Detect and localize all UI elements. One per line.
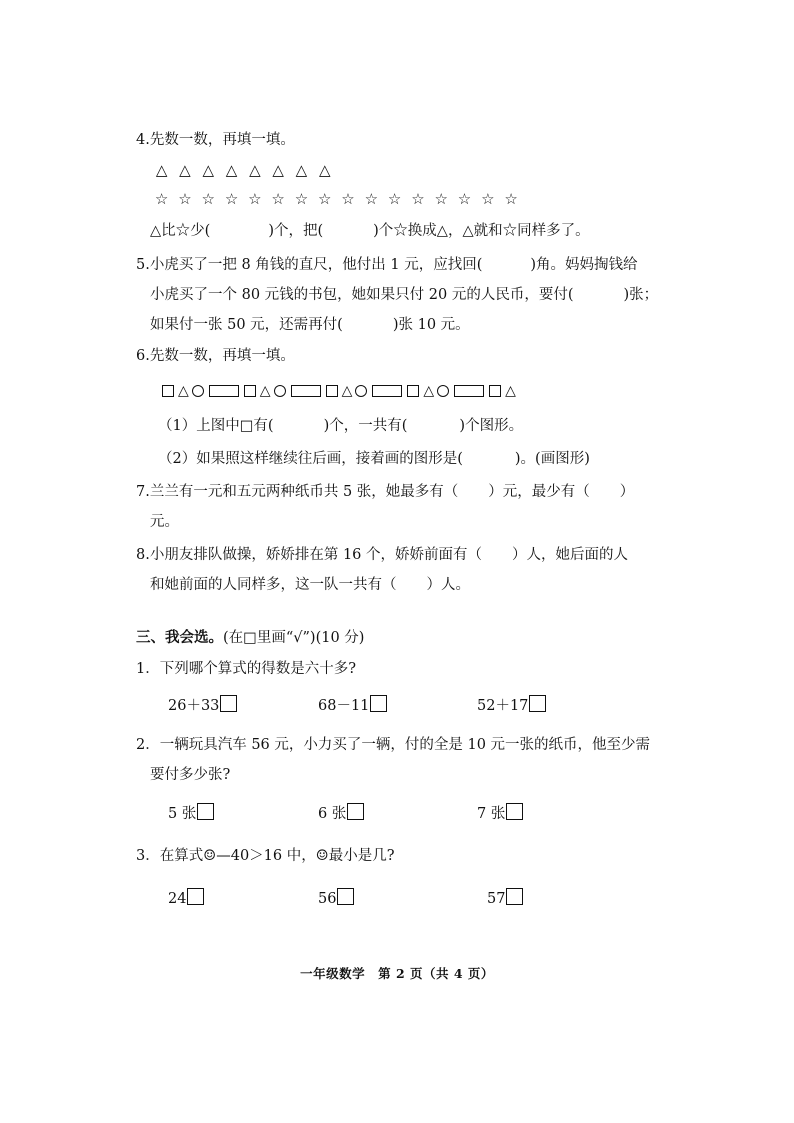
checkbox[interactable] (506, 888, 523, 905)
choice-2-option-b: 6 张 (318, 802, 364, 823)
rectangle-icon (291, 385, 321, 397)
star-row (150, 190, 523, 208)
circle-icon (355, 385, 367, 397)
choice-2-question-line-2: 要付多少张? (150, 767, 231, 783)
choice-1-option-a: 26＋33 (168, 694, 237, 715)
checkbox[interactable] (197, 803, 214, 820)
q6-sub-2: （2）如果照这样继续往后画，接着画的图形是( )。(画图形) (158, 451, 590, 467)
q8-line-2: 和她前面的人同样多，这一队一共有（ ）人。 (150, 577, 470, 593)
square-icon (489, 385, 501, 397)
triangle-icon: △ (249, 161, 261, 179)
q5-line-3: 如果付一张 50 元，还需再付( )张 10 元。 (150, 317, 470, 333)
checkbox[interactable] (220, 695, 237, 712)
star-icon: ☆ (341, 190, 355, 208)
triangle-icon: △ (178, 383, 189, 399)
q6-sub-1: （1）上图中□有( )个，一共有( )个图形。 (158, 418, 524, 434)
checkbox[interactable] (370, 695, 387, 712)
rectangle-icon (454, 385, 484, 397)
choice-3-option-a: 24 (168, 888, 204, 907)
star-icon: ☆ (248, 190, 262, 208)
star-icon: ☆ (224, 190, 239, 208)
choice-3-option-c: 57 (487, 888, 523, 907)
triangle-icon: △ (295, 161, 308, 179)
star-icon: ☆ (201, 190, 215, 208)
star-icon: ☆ (411, 190, 425, 208)
triangle-icon: △ (202, 161, 215, 179)
circle-icon (192, 385, 204, 397)
checkbox[interactable] (337, 888, 354, 905)
circle-icon (437, 385, 449, 397)
q7-line-1: 7.兰兰有一元和五元两种纸币共 5 张，她最多有（ ）元，最少有（ ） (136, 484, 635, 500)
q4-title: 4.先数一数，再填一填。 (136, 132, 295, 148)
triangle-icon: △ (259, 383, 271, 399)
checkbox[interactable] (529, 695, 546, 712)
checkbox[interactable] (187, 888, 204, 905)
rectangle-icon (372, 385, 402, 397)
star-icon: ☆ (504, 190, 518, 208)
star-icon: ☆ (294, 190, 309, 208)
q4-fill-line: △比☆少( )个，把( )个☆换成△，△就和☆同样多了。 (150, 223, 590, 239)
triangle-icon: △ (225, 161, 238, 179)
triangle-icon: △ (505, 383, 516, 399)
star-icon: ☆ (457, 190, 472, 208)
checkbox[interactable] (506, 803, 523, 820)
star-icon: ☆ (481, 190, 495, 208)
triangle-icon: △ (341, 383, 353, 399)
choice-1-option-b: 68－11 (318, 694, 387, 715)
choice-2-option-a: 5 张 (168, 802, 214, 823)
square-icon (407, 385, 419, 397)
triangle-icon: △ (272, 161, 284, 179)
choice-2-question-line-1: 2．一辆玩具汽车 56 元，小力买了一辆，付的全是 10 元一张的纸币，他至少需 (136, 737, 651, 753)
q8-line-1: 8.小朋友排队做操，娇娇排在第 16 个，娇娇前面有（ ）人，她后面的人 (136, 547, 629, 563)
star-icon: ☆ (154, 190, 169, 208)
choice-3-option-b: 56 (318, 888, 354, 907)
q6-title: 6.先数一数，再填一填。 (136, 348, 295, 364)
square-icon (162, 385, 174, 397)
checkbox[interactable] (347, 803, 364, 820)
page-footer: 一年级数学 第 2 页（共 4 页） (300, 966, 494, 981)
rectangle-icon (209, 385, 239, 397)
choice-2-option-c: 7 张 (477, 802, 523, 823)
star-icon: ☆ (178, 190, 192, 208)
section-3-heading: 三、我会选。(在□里画“√”)(10 分) (136, 629, 365, 646)
square-icon (326, 385, 338, 397)
triangle-icon: △ (179, 161, 191, 179)
star-icon: ☆ (434, 190, 448, 208)
star-icon: ☆ (271, 190, 285, 208)
triangle-icon: △ (155, 161, 168, 179)
choice-3-question: 3．在算式☺—40＞16 中，☺最小是几? (136, 848, 395, 864)
q5-line-2: 小虎买了一个 80 元钱的书包，她如果只付 20 元的人民币，要付( )张； (150, 287, 659, 303)
choice-1-option-c: 52＋17 (477, 694, 546, 715)
star-icon: ☆ (387, 190, 402, 208)
triangle-row (150, 161, 336, 179)
star-icon: ☆ (364, 190, 379, 208)
shape-sequence (162, 382, 519, 400)
circle-icon (274, 385, 286, 397)
q7-line-2: 元。 (150, 514, 179, 530)
triangle-icon: △ (423, 383, 435, 399)
star-icon: ☆ (318, 190, 332, 208)
square-icon (244, 385, 256, 397)
q5-line-1: 5.小虎买了一把 8 角钱的直尺，他付出 1 元，应找回( )角。妈妈掏钱给 (136, 257, 638, 273)
triangle-icon: △ (318, 161, 331, 179)
choice-1-question: 1．下列哪个算式的得数是六十多? (136, 661, 356, 677)
